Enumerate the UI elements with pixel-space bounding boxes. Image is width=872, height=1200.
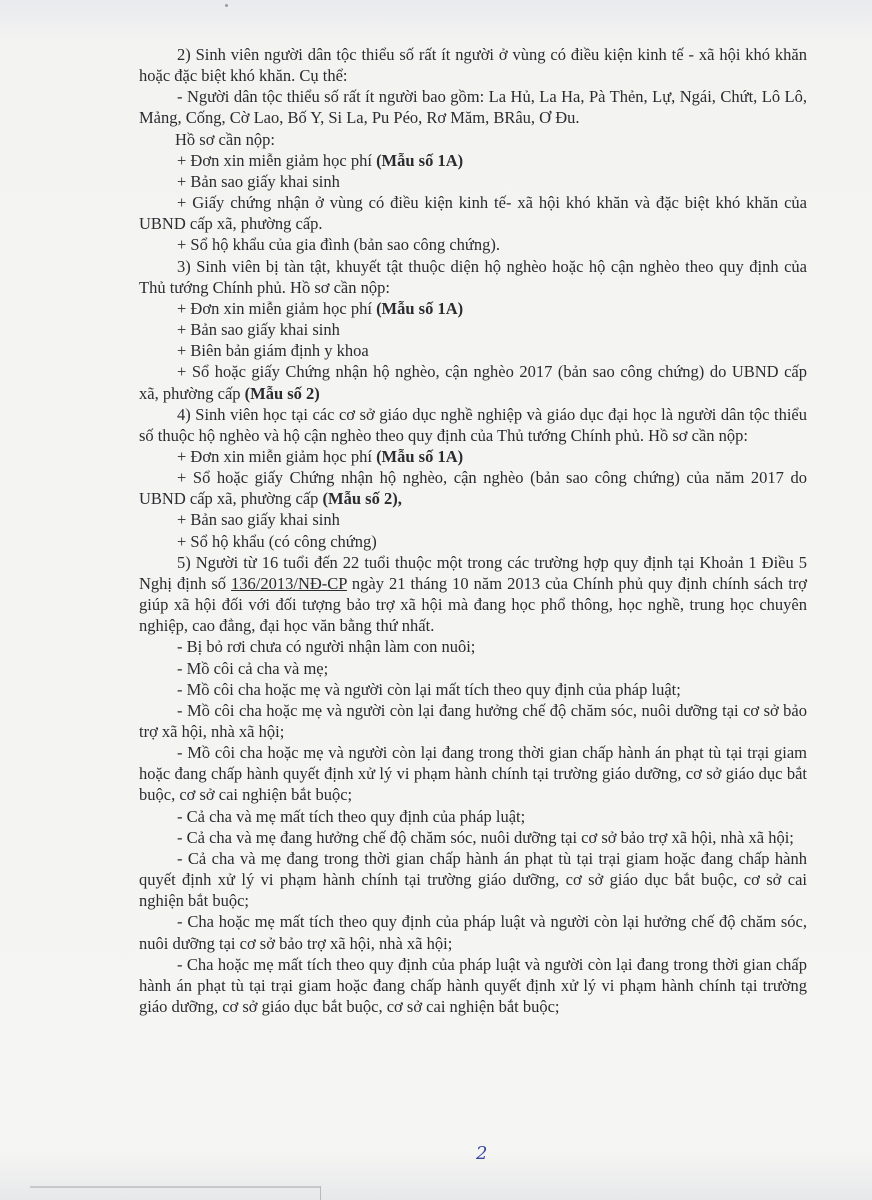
- text-run: + Đơn xin miễn giảm học phí: [177, 298, 377, 318]
- form-reference: (Mẫu số 1A): [376, 446, 464, 466]
- paragraph-l9: [139, 298, 807, 319]
- paragraph-l3: [139, 129, 807, 150]
- text-run: + Đơn xin miễn giảm học phí: [177, 150, 377, 170]
- page-number: 2: [476, 1143, 488, 1164]
- text-run: 4) Sinh viên học tại các cơ sở giáo dục nghề nghiệp và giáo dục đại học là người dân tộc thiểu số thuộc hộ nghèo và hộ cận nghèo theo quy định của Thủ tướng Chính phủ. Hồ sơ cần nộp:: [139, 404, 807, 445]
- paragraph-l22: [139, 700, 807, 742]
- text-run: 3) Sinh viên bị tàn tật, khuyết tật thuộc diện hộ nghèo hoặc hộ cận nghèo theo quy định của Thủ tướng Chính phủ. Hồ sơ cần nộp:: [139, 256, 807, 297]
- text-run: 2) Sinh viên người dân tộc thiểu số rất ít người ở vùng có điều kiện kinh tế - xã hội khó khăn hoặc đặc biệt khó khăn. Cụ thể:: [139, 45, 807, 86]
- paragraph-l2: [139, 86, 807, 128]
- text-run: + Giấy chứng nhận ở vùng có điều kiện kinh tế- xã hội khó khăn và đặc biệt khó khăn của UBND cấp xã, phường cấp.: [139, 193, 807, 234]
- text-run: - Mồ côi cha hoặc mẹ và người còn lại đang hưởng chế độ chăm sóc, nuôi dưỡng tại cơ sở bảo trợ xã hội, nhà xã hội;: [139, 700, 807, 741]
- text-run: + Đơn xin miễn giảm học phí: [177, 446, 377, 466]
- paragraph-l4: [139, 150, 807, 171]
- paragraph-l10: [139, 319, 807, 340]
- text-run: + Bản sao giấy khai sinh: [177, 320, 340, 340]
- paragraph-l18: [139, 552, 807, 637]
- paragraph-l15: [139, 467, 807, 509]
- form-reference: (Mẫu số 1A): [376, 298, 464, 318]
- text-run: 5) Người từ 16 tuổi đến 22 tuổi thuộc một trong các trường hợp quy định tại Khoản 1 Điều 5 Nghị định số: [139, 552, 807, 593]
- text-run: + Bản sao giấy khai sinh: [177, 510, 340, 530]
- text-run: + Sổ hoặc giấy Chứng nhận hộ nghèo, cận nghèo 2017 (bản sao công chứng) do UBND cấp xã, phường cấp: [139, 362, 807, 403]
- paragraph-l6: [139, 192, 807, 234]
- paragraph-l25: [139, 827, 807, 848]
- text-run: + Biên bản giám định y khoa: [177, 341, 369, 361]
- text-run: - Bị bỏ rơi chưa có người nhận làm con nuôi;: [177, 637, 476, 657]
- text-run: - Cả cha và mẹ mất tích theo quy định của pháp luật;: [177, 806, 526, 826]
- decree-reference: 136/2013/NĐ-CP: [231, 573, 347, 593]
- text-run: - Cha hoặc mẹ mất tích theo quy định của pháp luật và người còn lại hưởng chế độ chăm sóc, nuôi dưỡng tại cơ sở bảo trợ xã hội, nhà xã hội;: [139, 912, 807, 953]
- paragraph-l27: [139, 911, 807, 953]
- form-reference: (Mẫu số 2),: [322, 489, 402, 509]
- scan-speck: [225, 4, 228, 7]
- text-run: Hồ sơ cần nộp:: [175, 129, 275, 149]
- text-run: + Bản sao giấy khai sinh: [177, 171, 340, 191]
- paragraph-l28: [139, 954, 807, 1017]
- paragraph-l16: [139, 509, 807, 530]
- text-run: + Sổ hộ khẩu (có công chứng): [177, 531, 377, 551]
- text-run: - Cả cha và mẹ đang trong thời gian chấp hành án phạt tù tại trại giam hoặc đang chấp hành quyết định xử lý vi phạm hành chính tại trường giáo dưỡng, cơ sở giáo dục bắt buộc, cơ sở cai nghiện bắt buộc;: [139, 848, 807, 911]
- form-reference: (Mẫu số 2): [244, 383, 320, 403]
- text-run: - Mồ côi cha hoặc mẹ và người còn lại đang trong thời gian chấp hành án phạt tù tại trại giam hoặc đang chấp hành quyết định xử lý vi phạm hành chính tại trường giáo dưỡng, cơ sở giáo dục bắt buộc, cơ sở cai nghiện bắt buộc;: [139, 743, 807, 805]
- paragraph-l13: [139, 404, 807, 446]
- text-run: + Sổ hoặc giấy Chứng nhận hộ nghèo, cận nghèo (bản sao công chứng) của năm 2017 do UBND cấp xã, phường cấp: [139, 468, 807, 509]
- text-run: - Người dân tộc thiểu số rất ít người bao gồm: La Hủ, La Ha, Pà Thẻn, Lự, Ngái, Chứt, Lô Lô, Mảng, Cống, Cờ Lao, Bố Y, Si La, Pu Péo, Rơ Măm, BRâu, Ơ Đu.: [139, 87, 807, 128]
- paragraph-l24: [139, 806, 807, 827]
- paragraph-l14: [139, 446, 807, 467]
- paragraph-l19: [139, 636, 807, 657]
- text-run: - Mồ côi cha hoặc mẹ và người còn lại mất tích theo quy định của pháp luật;: [177, 679, 681, 699]
- paragraph-l7: [139, 234, 807, 255]
- paragraph-l8: [139, 256, 807, 298]
- paragraph-l5: [139, 171, 807, 192]
- text-run: - Cả cha và mẹ đang hưởng chế độ chăm sóc, nuôi dưỡng tại cơ sở bảo trợ xã hội, nhà xã hội;: [177, 827, 794, 847]
- text-run: - Mồ côi cả cha và mẹ;: [177, 658, 329, 678]
- paragraph-l23: [139, 742, 807, 805]
- document-body: [139, 44, 807, 1017]
- paragraph-l21: [139, 679, 807, 700]
- paragraph-l12: [139, 361, 807, 403]
- form-reference: (Mẫu số 1A): [376, 150, 464, 170]
- text-run: - Cha hoặc mẹ mất tích theo quy định của pháp luật và người còn lại đang trong thời gian chấp hành án phạt tù tại trại giam hoặc đang chấp hành quyết định xử lý vi phạm hành chính tại trường giáo dưỡng, cơ sở giáo dục bắt buộc, cơ sở cai nghiện bắt buộc;: [139, 954, 807, 1017]
- paragraph-l17: [139, 531, 807, 552]
- paragraph-l20: [139, 658, 807, 679]
- paragraph-l11: [139, 340, 807, 361]
- paragraph-l26: [139, 848, 807, 911]
- text-run: ngày 21 tháng 10 năm 2013 của Chính phủ quy định chính sách trợ giúp xã hội đối với đối tượng bảo trợ xã hội mà đang học phổ thông, học nghề, trung học chuyên nghiệp, cao đẳng, đại học văn bằng thứ nhất.: [139, 573, 807, 636]
- scan-edge-tick: [320, 1186, 321, 1200]
- paragraph-l1: [139, 44, 807, 86]
- scan-edge-line: [30, 1186, 320, 1188]
- text-run: + Sổ hộ khẩu của gia đình (bản sao công chứng).: [177, 235, 500, 255]
